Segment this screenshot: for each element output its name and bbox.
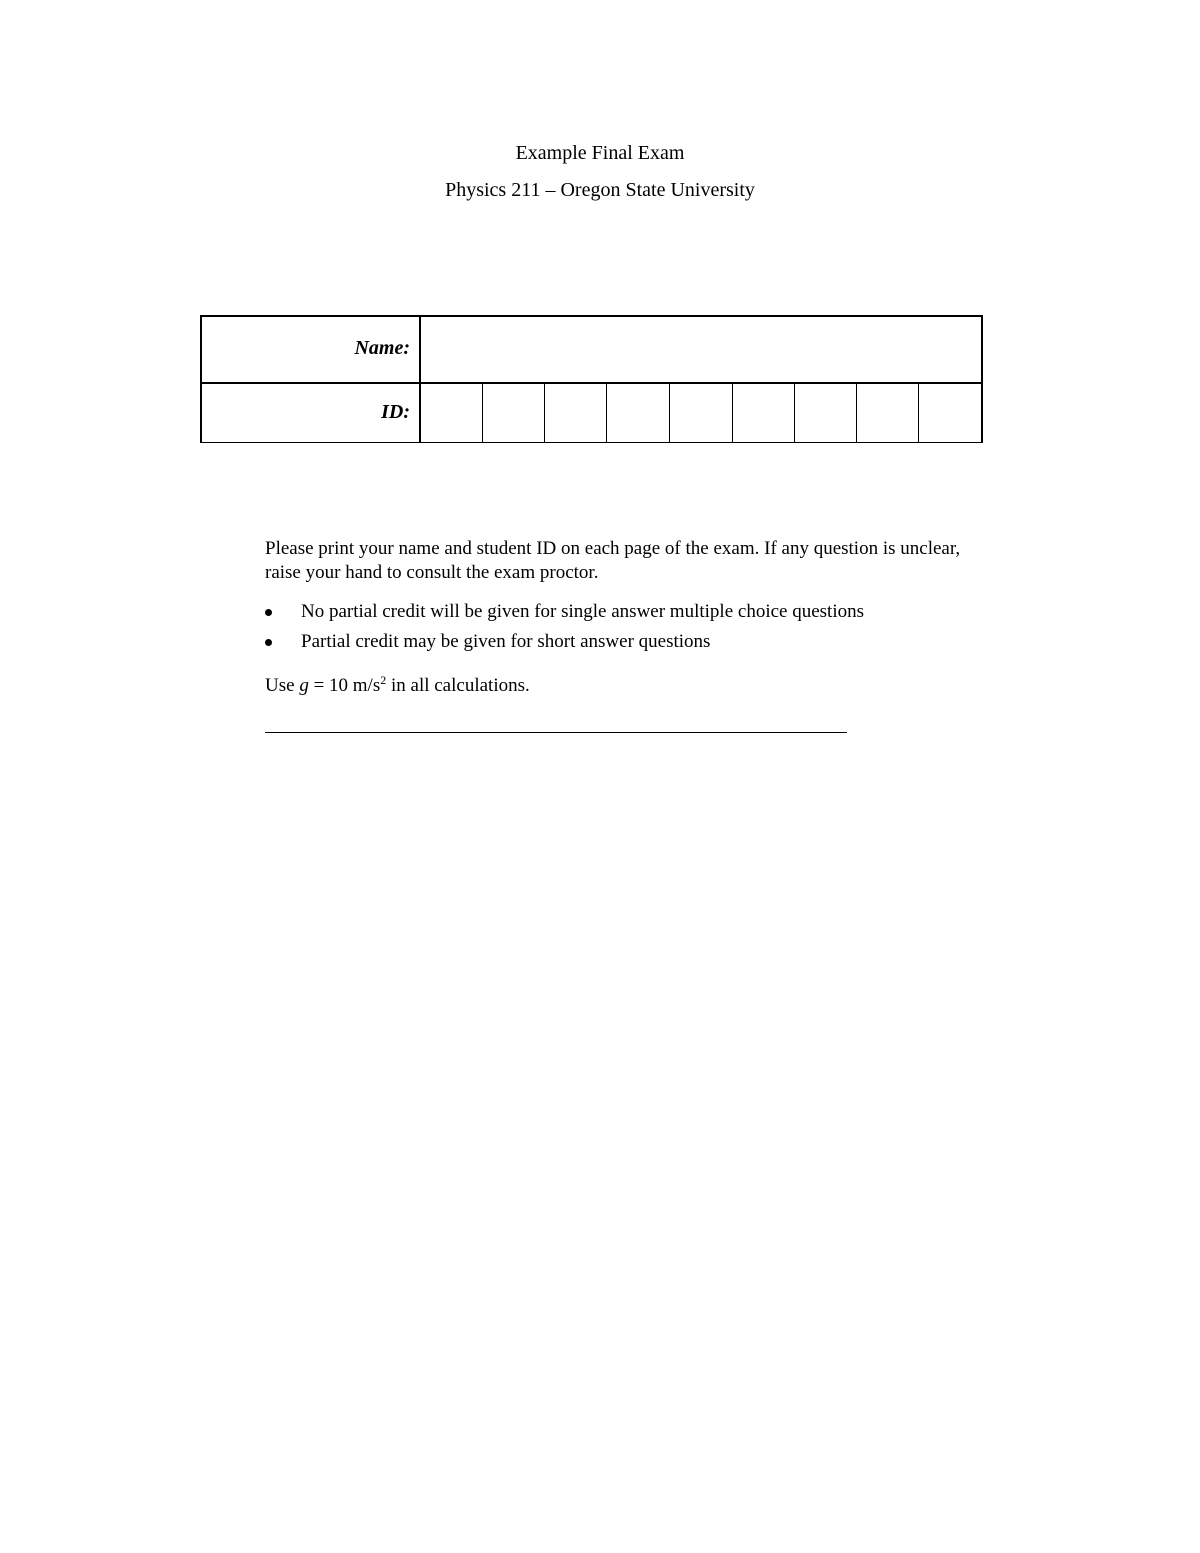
gravity-symbol: g (299, 675, 309, 696)
gravity-value: = 10 m/s (308, 675, 381, 696)
id-digit-box[interactable] (857, 384, 918, 442)
rule-text: No partial credit will be given for single answer multiple choice questions (301, 601, 864, 622)
exam-title: Example Final Exam (515, 142, 685, 164)
bullet-icon (265, 609, 272, 616)
gravity-note-prefix: Use (265, 675, 300, 696)
name-label: Name: (354, 337, 410, 359)
id-digit-box[interactable] (733, 384, 794, 442)
id-digit-box[interactable] (670, 384, 732, 442)
id-digit-box[interactable] (545, 384, 606, 442)
course-subtitle: Physics 211 – Oregon State University (445, 179, 755, 201)
id-digit-box[interactable] (919, 384, 981, 442)
list-item (265, 599, 985, 629)
id-digit-box[interactable] (607, 384, 669, 442)
divider-line (265, 732, 847, 733)
list-item (265, 629, 985, 659)
name-id-table (200, 315, 983, 443)
id-label-cell (200, 383, 420, 443)
rule-text: Partial credit may be given for short answer questions (301, 631, 711, 652)
id-digit-box[interactable] (483, 384, 544, 442)
bullet-icon (265, 639, 272, 646)
id-label: ID: (381, 401, 410, 423)
gravity-exponent: 2 (380, 673, 387, 687)
rules-list (265, 599, 985, 659)
name-field[interactable] (421, 317, 981, 382)
name-label-cell (200, 315, 420, 383)
gravity-note (265, 673, 530, 699)
id-digit-box[interactable] (795, 384, 856, 442)
instructions-paragraph: Please print your name and student ID on each page of the exam. If any question is unclear, raise your hand to consult the exam proctor. (265, 538, 961, 583)
gravity-note-suffix: in all calculations. (386, 675, 530, 696)
id-digit-box[interactable] (421, 384, 482, 442)
